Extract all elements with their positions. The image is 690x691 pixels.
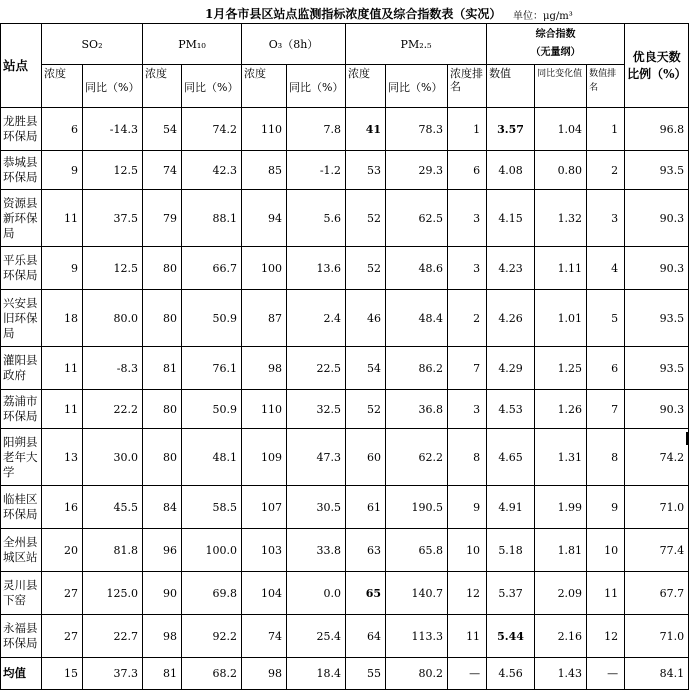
cell-idx: 5.37 xyxy=(487,572,535,615)
cell-idx-chg: 1.26 xyxy=(535,390,587,429)
cell-station: 恭城县环保局 xyxy=(1,151,42,190)
cell-o3: 87 xyxy=(242,290,287,347)
cell-so2-yoy: 125.0 xyxy=(83,572,143,615)
cell-pm10-yoy: 68.2 xyxy=(182,658,242,690)
cell-pm10-yoy: 58.5 xyxy=(182,486,242,529)
cell-idx: 4.26 xyxy=(487,290,535,347)
cell-o3: 110 xyxy=(242,108,287,151)
cell-idx: 4.56 xyxy=(487,658,535,690)
cell-o3-yoy: 7.8 xyxy=(287,108,346,151)
cell-o3-yoy: 13.6 xyxy=(287,247,346,290)
cell-pm25-rank: 9 xyxy=(448,486,487,529)
header-o3-conc: 浓度 xyxy=(242,65,287,108)
cell-idx-rank: — xyxy=(587,658,625,690)
cell-pm25-rank: 1 xyxy=(448,108,487,151)
cell-pm25-yoy: 80.2 xyxy=(386,658,448,690)
cell-station: 平乐县环保局 xyxy=(1,247,42,290)
cell-idx-rank: 12 xyxy=(587,615,625,658)
cell-pm25-rank: 7 xyxy=(448,347,487,390)
cell-idx: 5.44 xyxy=(487,615,535,658)
header-so2-conc: 浓度 xyxy=(42,65,83,108)
header-pm10: PM₁₀ xyxy=(143,24,242,65)
cell-o3-yoy: 32.5 xyxy=(287,390,346,429)
cell-idx: 4.91 xyxy=(487,486,535,529)
cell-pm10: 81 xyxy=(143,658,182,690)
cell-idx-rank: 8 xyxy=(587,429,625,486)
cell-station: 永福县环保局 xyxy=(1,615,42,658)
table-row xyxy=(1,290,689,347)
cell-station: 荔浦市环保局 xyxy=(1,390,42,429)
table-row xyxy=(1,247,689,290)
table-row xyxy=(1,529,689,572)
cell-pm10-yoy: 100.0 xyxy=(182,529,242,572)
cell-pm10-yoy: 66.7 xyxy=(182,247,242,290)
cell-pm25: 52 xyxy=(346,390,386,429)
header-row-2 xyxy=(1,65,689,108)
cell-so2: 18 xyxy=(42,290,83,347)
cell-o3: 94 xyxy=(242,190,287,247)
cell-pm10: 54 xyxy=(143,108,182,151)
cell-pm25-rank: 2 xyxy=(448,290,487,347)
cell-pm10: 84 xyxy=(143,486,182,529)
cell-pm25: 55 xyxy=(346,658,386,690)
cell-pm10: 80 xyxy=(143,390,182,429)
cell-so2: 9 xyxy=(42,247,83,290)
cell-idx-chg: 1.25 xyxy=(535,347,587,390)
cell-so2: 20 xyxy=(42,529,83,572)
table-row xyxy=(1,572,689,615)
cell-station: 兴安县旧环保局 xyxy=(1,290,42,347)
cell-pm10: 90 xyxy=(143,572,182,615)
cell-pm25: 53 xyxy=(346,151,386,190)
cell-so2: 15 xyxy=(42,658,83,690)
header-pm25-rank: 浓度排名 xyxy=(448,65,487,108)
air-quality-table xyxy=(0,23,689,690)
cell-idx-rank: 1 xyxy=(587,108,625,151)
header-o3: O₃（8h） xyxy=(242,24,346,65)
cell-pm25-rank: 3 xyxy=(448,390,487,429)
cell-pm10-yoy: 88.1 xyxy=(182,190,242,247)
cell-idx: 4.23 xyxy=(487,247,535,290)
cell-pm25-rank: 6 xyxy=(448,151,487,190)
cell-good: 67.7 xyxy=(625,572,689,615)
cell-good: 90.3 xyxy=(625,190,689,247)
cell-pm25-yoy: 113.3 xyxy=(386,615,448,658)
cell-pm10: 80 xyxy=(143,290,182,347)
cell-o3: 98 xyxy=(242,658,287,690)
header-index-note: （无量纲） xyxy=(530,47,581,58)
cell-idx-rank: 4 xyxy=(587,247,625,290)
cell-idx-chg: 1.43 xyxy=(535,658,587,690)
cell-good: 71.0 xyxy=(625,486,689,529)
cell-pm10: 98 xyxy=(143,615,182,658)
cell-o3-yoy: 33.8 xyxy=(287,529,346,572)
cell-o3-yoy: 30.5 xyxy=(287,486,346,529)
cell-pm25-rank: 3 xyxy=(448,190,487,247)
cell-idx-rank: 11 xyxy=(587,572,625,615)
cell-pm10-yoy: 69.8 xyxy=(182,572,242,615)
cell-o3-yoy: 0.0 xyxy=(287,572,346,615)
cell-so2: 11 xyxy=(42,190,83,247)
cell-good: 74.2 xyxy=(625,429,689,486)
cell-pm10-yoy: 50.9 xyxy=(182,390,242,429)
cell-pm25-yoy: 36.8 xyxy=(386,390,448,429)
header-pm25: PM₂.₅ xyxy=(346,24,487,65)
cell-pm25-yoy: 48.6 xyxy=(386,247,448,290)
cell-idx-chg: 1.32 xyxy=(535,190,587,247)
header-pm10-yoy: 同比（%） xyxy=(182,65,242,108)
header-index-value: 数值 xyxy=(487,65,535,108)
cell-so2-yoy: -8.3 xyxy=(83,347,143,390)
cell-good: 90.3 xyxy=(625,390,689,429)
cell-o3-yoy: 5.6 xyxy=(287,190,346,247)
cell-o3: 109 xyxy=(242,429,287,486)
cell-o3-yoy: 47.3 xyxy=(287,429,346,486)
cell-pm25-rank: 8 xyxy=(448,429,487,486)
cell-pm25-rank: — xyxy=(448,658,487,690)
cell-idx-rank: 9 xyxy=(587,486,625,529)
cell-good: 84.1 xyxy=(625,658,689,690)
cell-good: 93.5 xyxy=(625,290,689,347)
cell-o3: 110 xyxy=(242,390,287,429)
edge-mark xyxy=(686,432,689,445)
cell-pm25: 46 xyxy=(346,290,386,347)
header-index-yoy-change: 同比变化值 xyxy=(535,65,587,108)
cell-pm10-yoy: 42.3 xyxy=(182,151,242,190)
cell-idx-chg: 1.04 xyxy=(535,108,587,151)
cell-o3: 74 xyxy=(242,615,287,658)
cell-so2: 11 xyxy=(42,390,83,429)
table-row xyxy=(1,615,689,658)
cell-o3: 98 xyxy=(242,347,287,390)
cell-station: 资源县新环保局 xyxy=(1,190,42,247)
cell-pm25-yoy: 140.7 xyxy=(386,572,448,615)
cell-pm25-rank: 11 xyxy=(448,615,487,658)
cell-so2-yoy: 81.8 xyxy=(83,529,143,572)
header-row-1 xyxy=(1,24,689,65)
cell-station: 龙胜县环保局 xyxy=(1,108,42,151)
cell-station: 阳朔县老年大学 xyxy=(1,429,42,486)
cell-station: 临桂区环保局 xyxy=(1,486,42,529)
cell-idx-chg: 1.31 xyxy=(535,429,587,486)
cell-so2: 27 xyxy=(42,572,83,615)
cell-so2-yoy: 12.5 xyxy=(83,247,143,290)
cell-pm10: 80 xyxy=(143,429,182,486)
header-station: 站点 xyxy=(1,24,42,108)
cell-pm25: 52 xyxy=(346,247,386,290)
cell-pm10-yoy: 74.2 xyxy=(182,108,242,151)
cell-idx: 4.08 xyxy=(487,151,535,190)
average-row xyxy=(1,658,689,690)
cell-idx: 3.57 xyxy=(487,108,535,151)
header-pm25-conc: 浓度 xyxy=(346,65,386,108)
table-title: 1月各市县区站点监测指标浓度值及综合指数表（实况） xyxy=(205,7,502,21)
cell-pm25-rank: 10 xyxy=(448,529,487,572)
cell-station: 灌阳县政府 xyxy=(1,347,42,390)
cell-pm25-yoy: 78.3 xyxy=(386,108,448,151)
cell-idx-rank: 5 xyxy=(587,290,625,347)
cell-idx-chg: 1.11 xyxy=(535,247,587,290)
cell-idx-rank: 2 xyxy=(587,151,625,190)
cell-idx-rank: 6 xyxy=(587,347,625,390)
cell-good: 71.0 xyxy=(625,615,689,658)
cell-pm10-yoy: 50.9 xyxy=(182,290,242,347)
cell-pm10: 74 xyxy=(143,151,182,190)
header-index-title: 综合指数 xyxy=(535,29,576,40)
cell-so2-yoy: 80.0 xyxy=(83,290,143,347)
table-row xyxy=(1,151,689,190)
cell-idx-chg: 1.01 xyxy=(535,290,587,347)
cell-good: 90.3 xyxy=(625,247,689,290)
cell-idx-chg: 2.16 xyxy=(535,615,587,658)
cell-so2: 9 xyxy=(42,151,83,190)
cell-o3: 103 xyxy=(242,529,287,572)
cell-pm25-yoy: 62.5 xyxy=(386,190,448,247)
cell-so2: 27 xyxy=(42,615,83,658)
cell-good: 96.8 xyxy=(625,108,689,151)
header-index xyxy=(487,24,625,65)
header-good-days: 优良天数比例（%） xyxy=(625,24,689,108)
cell-good: 77.4 xyxy=(625,529,689,572)
cell-so2: 11 xyxy=(42,347,83,390)
cell-pm25: 63 xyxy=(346,529,386,572)
cell-o3-yoy: 22.5 xyxy=(287,347,346,390)
cell-so2: 6 xyxy=(42,108,83,151)
header-so2: SO₂ xyxy=(42,24,143,65)
cell-pm25: 41 xyxy=(346,108,386,151)
cell-pm25: 61 xyxy=(346,486,386,529)
cell-o3-yoy: 18.4 xyxy=(287,658,346,690)
cell-so2-yoy: 45.5 xyxy=(83,486,143,529)
cell-pm10-yoy: 48.1 xyxy=(182,429,242,486)
table-row xyxy=(1,190,689,247)
cell-idx-rank: 7 xyxy=(587,390,625,429)
cell-so2-yoy: 22.7 xyxy=(83,615,143,658)
cell-so2-yoy: -14.3 xyxy=(83,108,143,151)
cell-pm25: 60 xyxy=(346,429,386,486)
cell-idx-chg: 1.99 xyxy=(535,486,587,529)
cell-pm10: 80 xyxy=(143,247,182,290)
cell-pm10: 81 xyxy=(143,347,182,390)
cell-good: 93.5 xyxy=(625,347,689,390)
cell-pm25-yoy: 48.4 xyxy=(386,290,448,347)
table-row xyxy=(1,347,689,390)
cell-pm10-yoy: 92.2 xyxy=(182,615,242,658)
cell-o3-yoy: 25.4 xyxy=(287,615,346,658)
cell-idx-chg: 0.80 xyxy=(535,151,587,190)
cell-pm25-yoy: 62.2 xyxy=(386,429,448,486)
cell-idx-rank: 10 xyxy=(587,529,625,572)
cell-o3-yoy: 2.4 xyxy=(287,290,346,347)
cell-so2: 16 xyxy=(42,486,83,529)
cell-pm10: 79 xyxy=(143,190,182,247)
unit-label: 单位：μg/m³ xyxy=(513,11,573,22)
header-index-rank: 数值排名 xyxy=(587,65,625,108)
cell-o3: 104 xyxy=(242,572,287,615)
cell-so2-yoy: 30.0 xyxy=(83,429,143,486)
cell-pm25-yoy: 86.2 xyxy=(386,347,448,390)
cell-idx-chg: 2.09 xyxy=(535,572,587,615)
table-row xyxy=(1,108,689,151)
cell-pm25: 54 xyxy=(346,347,386,390)
cell-pm25-yoy: 29.3 xyxy=(386,151,448,190)
cell-o3: 100 xyxy=(242,247,287,290)
cell-idx: 4.29 xyxy=(487,347,535,390)
cell-so2-yoy: 37.5 xyxy=(83,190,143,247)
cell-idx: 4.53 xyxy=(487,390,535,429)
header-o3-yoy: 同比（%） xyxy=(287,65,346,108)
header-pm10-conc: 浓度 xyxy=(143,65,182,108)
cell-o3: 85 xyxy=(242,151,287,190)
title-line xyxy=(0,4,690,24)
cell-pm25-yoy: 65.8 xyxy=(386,529,448,572)
cell-station: 灵川县下窑 xyxy=(1,572,42,615)
header-so2-yoy: 同比（%） xyxy=(83,65,143,108)
cell-good: 93.5 xyxy=(625,151,689,190)
cell-idx: 5.18 xyxy=(487,529,535,572)
cell-station: 均值 xyxy=(1,658,42,690)
cell-pm10: 96 xyxy=(143,529,182,572)
cell-pm25-rank: 12 xyxy=(448,572,487,615)
table-row xyxy=(1,390,689,429)
table-row xyxy=(1,429,689,486)
cell-o3-yoy: -1.2 xyxy=(287,151,346,190)
cell-idx: 4.15 xyxy=(487,190,535,247)
cell-idx: 4.65 xyxy=(487,429,535,486)
cell-pm10-yoy: 76.1 xyxy=(182,347,242,390)
cell-idx-chg: 1.81 xyxy=(535,529,587,572)
cell-pm25: 65 xyxy=(346,572,386,615)
cell-so2-yoy: 12.5 xyxy=(83,151,143,190)
cell-pm25-yoy: 190.5 xyxy=(386,486,448,529)
cell-pm25: 52 xyxy=(346,190,386,247)
cell-o3: 107 xyxy=(242,486,287,529)
cell-so2-yoy: 37.3 xyxy=(83,658,143,690)
table-row xyxy=(1,486,689,529)
cell-pm25-rank: 3 xyxy=(448,247,487,290)
cell-station: 全州县城区站 xyxy=(1,529,42,572)
cell-so2-yoy: 22.2 xyxy=(83,390,143,429)
cell-idx-rank: 3 xyxy=(587,190,625,247)
cell-so2: 13 xyxy=(42,429,83,486)
header-pm25-yoy: 同比（%） xyxy=(386,65,448,108)
cell-pm25: 64 xyxy=(346,615,386,658)
